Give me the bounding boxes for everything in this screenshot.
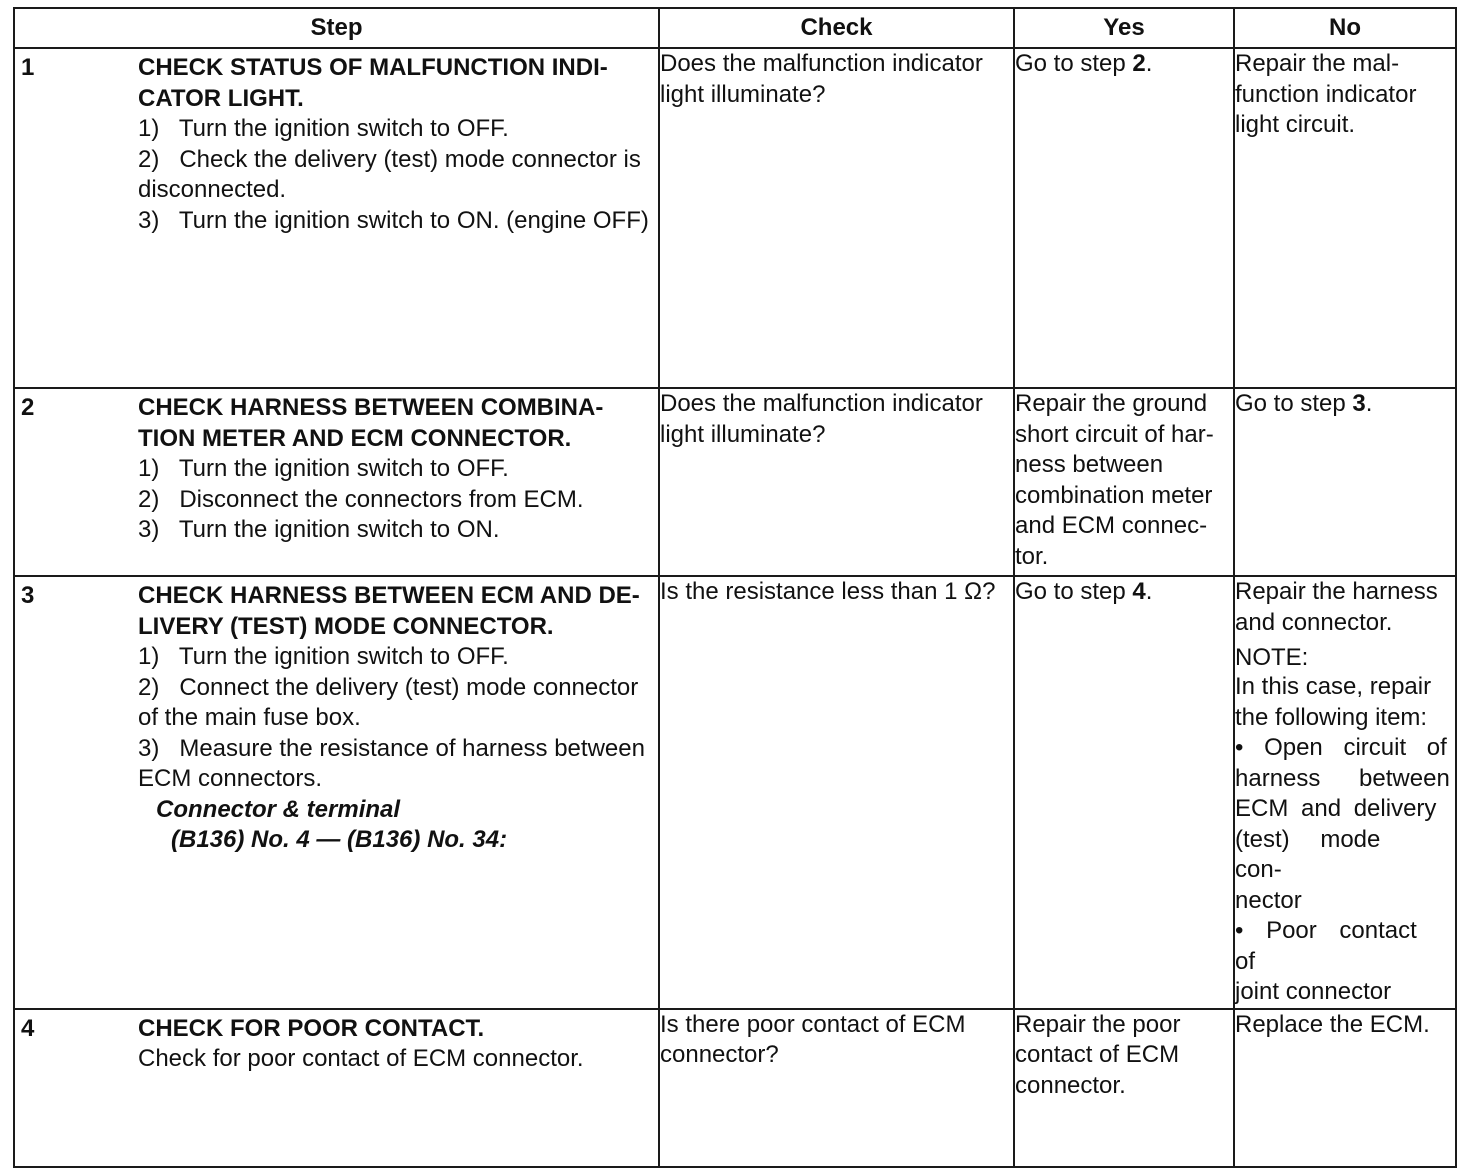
note-line: harness between bbox=[1235, 764, 1450, 792]
check-line: Is there poor contact of ECM bbox=[660, 1010, 966, 1038]
connector-label: Connector & terminal bbox=[156, 795, 401, 823]
no-line: Repair the mal- bbox=[1235, 50, 1400, 77]
note-line: • Open circuit of bbox=[1235, 734, 1447, 761]
step-title-line: CHECK HARNESS BETWEEN ECM AND DE- bbox=[138, 582, 640, 609]
check-line: light illuminate? bbox=[660, 80, 826, 108]
yes-line: ness between bbox=[1015, 451, 1164, 478]
step-ref: 2 bbox=[1132, 50, 1146, 77]
header-check: Check bbox=[659, 8, 1014, 48]
step-cell bbox=[14, 576, 659, 1009]
step-title-line: LIVERY (TEST) MODE CONNECTOR. bbox=[138, 612, 554, 640]
table-row-step-2 bbox=[14, 388, 1456, 576]
yes-line: Repair the ground bbox=[1015, 390, 1208, 417]
note-title: NOTE: bbox=[1235, 644, 1309, 671]
check-line: Does the malfunction indicator bbox=[660, 390, 983, 417]
no-cell bbox=[1234, 1009, 1456, 1167]
note-line: (test) mode con- bbox=[1235, 825, 1381, 883]
yes-line: and ECM connec- bbox=[1015, 512, 1208, 539]
check-cell bbox=[659, 388, 1014, 576]
check-line: Does the malfunction indicator bbox=[660, 50, 983, 77]
yes-line: Repair the poor bbox=[1015, 1010, 1181, 1038]
check-cell bbox=[659, 1009, 1014, 1167]
note-line: In this case, repair bbox=[1235, 673, 1432, 700]
instruction-line: 2) Disconnect the connectors from ECM. bbox=[138, 485, 584, 513]
diagnostic-table bbox=[13, 7, 1457, 1168]
header-yes: Yes bbox=[1014, 8, 1234, 48]
yes-line: Go to step 2. bbox=[1015, 50, 1153, 77]
instruction-line: 1) Turn the ignition switch to OFF. bbox=[138, 643, 509, 670]
yes-line: combination meter bbox=[1015, 481, 1213, 509]
yes-cell bbox=[1014, 1009, 1234, 1167]
no-line: Replace the ECM. bbox=[1235, 1010, 1430, 1038]
instruction-line: 2) Check the delivery (test) mode connector is bbox=[138, 145, 641, 173]
no-cell bbox=[1234, 576, 1456, 1009]
instruction-line: 3) Turn the ignition switch to ON. (engine OFF) bbox=[138, 206, 649, 234]
table-row-step-3 bbox=[14, 576, 1456, 1009]
check-line: Is the resistance less than 1 Ω? bbox=[660, 578, 996, 605]
step-title-line: CHECK STATUS OF MALFUNCTION INDI- bbox=[138, 54, 608, 81]
note-line: • Poor contact of bbox=[1235, 917, 1417, 975]
check-cell bbox=[659, 48, 1014, 388]
header-row bbox=[14, 8, 1456, 48]
note-line: ECM and delivery bbox=[1235, 795, 1437, 822]
yes-line: tor. bbox=[1015, 542, 1049, 570]
header-step: Step bbox=[14, 8, 659, 48]
step-ref: 4 bbox=[1132, 578, 1146, 605]
yes-line: Go to step 4. bbox=[1015, 578, 1153, 605]
yes-cell bbox=[1014, 388, 1234, 576]
note-line: joint connector bbox=[1235, 978, 1392, 1005]
instruction-line: 3) Measure the resistance of harness between bbox=[138, 734, 645, 762]
yes-line: contact of ECM bbox=[1015, 1041, 1180, 1068]
yes-line: connector. bbox=[1015, 1071, 1126, 1099]
step-cell bbox=[14, 388, 659, 576]
instruction-line: 1) Turn the ignition switch to OFF. bbox=[138, 115, 509, 142]
yes-cell bbox=[1014, 576, 1234, 1009]
instruction-line: ECM connectors. bbox=[138, 765, 323, 792]
no-line: Repair the harness bbox=[1235, 578, 1438, 605]
check-cell bbox=[659, 576, 1014, 1009]
step-ref: 3 bbox=[1352, 390, 1366, 417]
step-number: 3 bbox=[21, 582, 35, 609]
no-line: Go to step 3. bbox=[1235, 390, 1373, 417]
check-line: connector? bbox=[660, 1041, 779, 1068]
header-no: No bbox=[1234, 8, 1456, 48]
step-cell bbox=[14, 1009, 659, 1167]
instruction-line: 2) Connect the delivery (test) mode connector bbox=[138, 673, 639, 701]
step-title-line: CATOR LIGHT. bbox=[138, 84, 304, 112]
table-row-step-1 bbox=[14, 48, 1456, 388]
yes-cell bbox=[1014, 48, 1234, 388]
note-line: nector bbox=[1235, 886, 1302, 914]
instruction-line: disconnected. bbox=[138, 176, 287, 203]
no-cell bbox=[1234, 388, 1456, 576]
step-number: 1 bbox=[21, 54, 35, 81]
step-number: 4 bbox=[21, 1014, 35, 1042]
no-line: and connector. bbox=[1235, 608, 1393, 636]
yes-line: short circuit of har- bbox=[1015, 420, 1214, 448]
instruction-line: of the main fuse box. bbox=[138, 704, 361, 731]
no-cell bbox=[1234, 48, 1456, 388]
step-number: 2 bbox=[21, 394, 35, 421]
no-line: light circuit. bbox=[1235, 111, 1356, 138]
step-title-line: CHECK HARNESS BETWEEN COMBINA- bbox=[138, 394, 604, 421]
note-line: the following item: bbox=[1235, 703, 1428, 731]
step-title-line: CHECK FOR POOR CONTACT. bbox=[138, 1014, 485, 1042]
table-row-step-4 bbox=[14, 1009, 1456, 1167]
instruction-line: Check for poor contact of ECM connector. bbox=[138, 1045, 584, 1072]
step-cell bbox=[14, 48, 659, 388]
instruction-line: 3) Turn the ignition switch to ON. bbox=[138, 516, 500, 543]
check-line: light illuminate? bbox=[660, 420, 826, 448]
no-line: function indicator bbox=[1235, 80, 1417, 108]
step-title-line: TION METER AND ECM CONNECTOR. bbox=[138, 424, 572, 452]
instruction-line: 1) Turn the ignition switch to OFF. bbox=[138, 455, 509, 482]
connector-value: (B136) No. 4 — (B136) No. 34: bbox=[171, 826, 508, 853]
